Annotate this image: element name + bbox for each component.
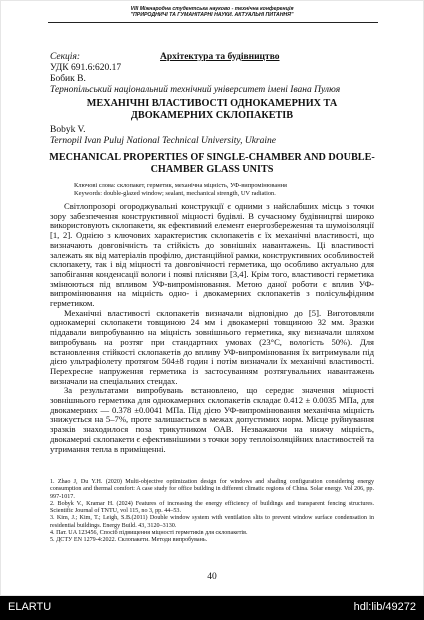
section-value: Архітектура та будівництво [160, 52, 280, 62]
author-en: Bobyk V. [50, 125, 86, 135]
paragraph: Механічні властивості склопакетів визначали відповідно до [5]. Виготовляли однокамерні склопакети товщиною 24 мм і двокамерні товщиною 32 мм. Зразки піддавали випробуванню на міцність зовнішнього герметика, яку визначали шляхом випробувань на розтяг при стандартних умовах (23°C, вологість 50%). Для встановлення стійкості склопакетів до впливу УФ-випромінювання їх витримували під дією ультрафіолету протягом 504±8 годин і потім визначали їх механічні властивості. Перехресне напруження герметика із застосуванням розтягувальних навантажень визначали на спеціальних стендах. [50, 307, 374, 386]
page-number: 40 [207, 572, 217, 582]
section-label: Секція: [50, 52, 81, 62]
handle-identifier[interactable]: hdl:lib/49272 [353, 601, 416, 613]
title-uk-line1: МЕХАНІЧНІ ВЛАСТИВОСТІ ОДНОКАМЕРНИХ ТА [86, 98, 338, 109]
repository-footer [0, 596, 424, 620]
keywords-en: Keywords: double-glazed window; sealant, mechanical strength, UV radiation. [74, 190, 276, 197]
affiliation-en: Ternopil Ivan Puluj National Technical University, Ukraine [50, 136, 276, 146]
repository-name: ELARTU [8, 601, 52, 613]
title-en-line1: MECHANICAL PROPERTIES OF SINGLE-CHAMBER AND DOUBLE- [49, 152, 375, 163]
reference-item: 3. Kim, J.; Kim, T.; Leigh, S.B.(2011) Double window system with ventilation slits to prevent window surface condensation in residential buildings. Energy Build. 43, 3120–3130. [50, 515, 374, 529]
reference-item: 1. Zhao J, Du Y.H. (2020) Multi-objective optimization design for windows and shading configuration considering energy consumption and thermal comfort: A case study for office building in different climatic regions of China. Solar energy. Vol 206, pp. 997-1017. [50, 479, 374, 500]
header-divider [48, 22, 378, 23]
affiliation-uk: Тернопільський національний технічний університет імені Івана Пулюя [50, 85, 341, 95]
title-uk-line2: ДВОКАМЕРНИХ СКЛОПАКЕТІВ [130, 109, 294, 121]
reference-item: 2. Bobyk V., Kramar H. (2024) Features of increasing the energy efficiency of buildings and transparent fencing structures. Scientific Journal of TNTU, vol 115, no 3, pp. 44–53. [50, 500, 374, 515]
paragraph: Світлопрозорі огороджувальні конструкції є одними з найслабших місць з точки зору забезпечення конструктивної міцності будівлі. В сучасному будівництві широко використовують склопакети, як ефективний елемент енергозбереження та шумоізоляції [1, 2]. Однією з ключових характеристик склопакетів є їх механічні властивості, що визначають довговічність та стійкість до зовнішніх навантажень. Ці властивості залежать як від матеріалів профілю, дистанційної рамки, конструктивних особливостей склопакету, так і від міцності та довговічності герметика, що особливо актуально для запобігання конденсації вологи і появі плісняви [3,4]. Крім того, властивості герметика змінюються під впливом УФ-випромінювання. Метою даної роботи є вплив УФ-випромінювання на міцність одно- і двокамерних склопакетів з полісульфідним герметиком. [50, 201, 374, 309]
conference-header-line2: "ПРИРОДНИЧІ ТА ГУМАНІТАРНІ НАУКИ. АКТУАЛЬНІ ПИТАННЯ" [130, 12, 294, 19]
udk-code: УДК 691.6:620.17 [50, 63, 122, 73]
reference-item: 5. ДСТУ EN 1279-4:2022. Склопакети. Методи випробувань. [50, 537, 208, 544]
title-uk [0, 98, 424, 121]
title-en [0, 152, 424, 175]
author-uk: Бобик В. [50, 74, 86, 84]
conference-header [0, 6, 424, 18]
article-body [50, 202, 374, 454]
keywords-uk: Ключові слова: склопакет, герметик, механічна міцність, УФ-випромінювання [74, 182, 287, 189]
conference-header-line1: VIII Міжнародна студентська науково - технічна конференція [130, 6, 294, 12]
reference-item: 4. Пат. UA 123456, Спосіб підвищення міцності герметиків для склопакетів. [50, 530, 248, 537]
title-en-line2: CHAMBER GLASS UNITS [150, 163, 274, 175]
references-list [50, 479, 374, 545]
paragraph: За результатами випробувань встановлено, що середнє значення міцності зовнішнього герметика для однокамерних склопакетів складає 0.412 ± 0.0035 МПа, для двокамерних — 0.378 ±0.0041 МПа. Під дією УФ-випромінювання механічна міцність знижується на 5–7%, проте залишається в межах допустимих норм. Місце руйнування зразків знаходилося поза трикутником ОАВ. Незважаючи на нижчу міцність, двокамерні склопакети є ефективнішими з точки зору теплоізоляційних властивостей та утримання тепла в приміщенні. [50, 385, 374, 454]
